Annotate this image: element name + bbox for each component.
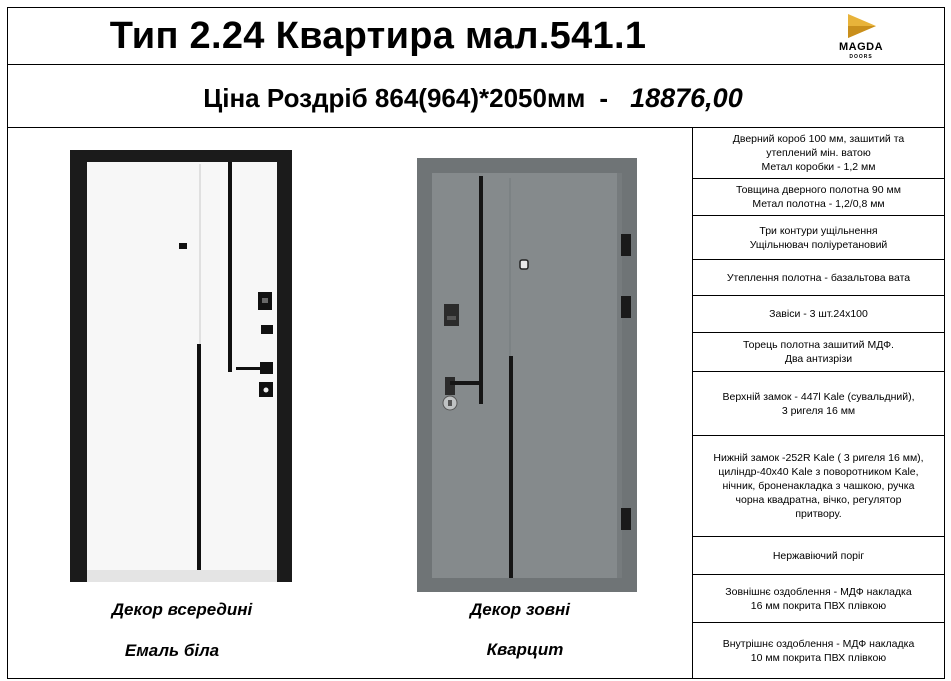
- price-label: Ціна Роздріб 864(964)*2050мм: [203, 83, 586, 113]
- spec-item-threshold: [693, 537, 944, 575]
- divider: [7, 64, 945, 65]
- spec-item-text: Нижній замок -252R Kale ( 3 ригеля 16 мм), циліндр-40х40 Kale з поворотником Kale, нічник, броненакладка з чашкою, ручка чорна квадратна, вічко, регулятор притвору.: [713, 452, 924, 520]
- page-title: Тип 2.24 Квартира мал.541.1: [109, 14, 647, 57]
- spec-item-text: Утеплення полотна - базальтова вата: [726, 271, 911, 284]
- door-caption-inside: Декор всередині: [111, 600, 253, 619]
- spec-item-text: Внутрішнє оздоблення - МДФ накладка 10 мм покрита ПВХ плівкою: [722, 638, 915, 664]
- brand-logo: [826, 12, 896, 64]
- spec-item-frame: [693, 128, 944, 179]
- door-caption-outside: Декор зовні: [470, 600, 570, 619]
- price-value: 18876,00: [630, 83, 743, 113]
- spec-item-lower-lock: [693, 436, 944, 537]
- door-outside-quartzite-icon: [417, 158, 637, 592]
- spec-item-text: Три контури ущільнення Ущільнювач поліуретановий: [749, 224, 888, 251]
- logo-brand-text: MAGDA: [838, 41, 884, 53]
- spec-item-text: Дверний короб 100 мм, зашитий та утеплений мін. ватою Метал коробки - 1,2 мм: [732, 133, 905, 173]
- spec-item-text: Зовнішнє оздоблення - МДФ накладка 16 мм покрита ПВХ плівкою: [725, 585, 912, 612]
- spec-item-text: Нержавіючий поріг: [772, 549, 865, 562]
- spec-item-upper-lock: [693, 372, 944, 436]
- spec-item-leaf-thickness: [693, 179, 944, 216]
- spec-item-hinges: [693, 296, 944, 333]
- price-row: [8, 70, 938, 127]
- triangle-flag-icon: [826, 12, 896, 42]
- spec-item-outer-finish: [693, 575, 944, 623]
- door-finish-outside: Кварцит: [486, 640, 564, 659]
- door-inside-white-icon: [70, 150, 292, 582]
- spec-item-text: Товщина дверного полотна 90 мм Метал полотна - 1,2/0,8 мм: [736, 184, 901, 210]
- spec-item-insulation: [693, 260, 944, 296]
- spec-item-edge: [693, 333, 944, 372]
- spec-item-text: Завіси - 3 шт.24х100: [769, 308, 868, 320]
- spec-item-text: Верхній замок - 447l Kale (сувальдний), 3 ригеля 16 мм: [722, 390, 915, 417]
- spec-item-text: Торець полотна зашитий МДФ. Два антизрізи: [743, 339, 894, 365]
- logo-sub-text: DOORS: [849, 54, 873, 60]
- door-finish-inside: Емаль біла: [124, 641, 220, 660]
- spec-item-seals: [693, 216, 944, 260]
- price-separator: -: [599, 83, 609, 113]
- spec-item-inner-finish: [693, 623, 944, 679]
